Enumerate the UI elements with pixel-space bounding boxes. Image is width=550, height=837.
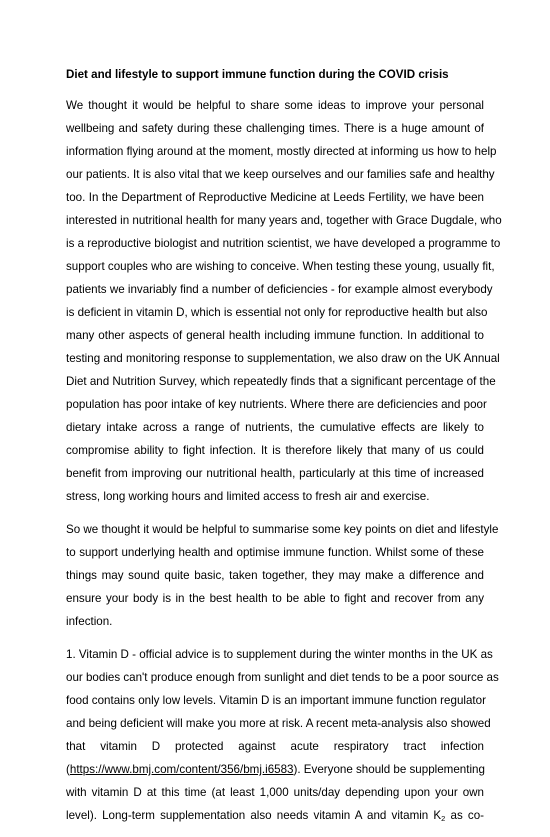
text-line: patients we invariably find a number of deficiencies - for example almost everybody	[66, 283, 493, 296]
text-line: compromise ability to fight infection. It is therefore likely that many of us could	[66, 444, 484, 457]
text-line: So we thought it would be helpful to summarise some key points on diet and lifestyle	[66, 523, 499, 536]
document-body	[66, 66, 502, 837]
text-line: and being deficient will make you more at risk. A recent meta-analysis also showed	[66, 717, 491, 730]
text-line: our bodies can't produce enough from sunlight and diet tends to be a poor source as	[66, 671, 499, 684]
text-segment: as co-	[445, 809, 485, 822]
text-line: We thought it would be helpful to share some ideas to improve your personal	[66, 99, 484, 112]
text-line: that vitamin D protected against acute respiratory tract infection	[66, 740, 484, 753]
text-line: is a reproductive biologist and nutrition scientist, we have developed a programme to	[66, 237, 501, 250]
text-line: ensure your body is in the best health to be able to fight and recover from any	[66, 592, 484, 605]
text-line: too. In the Department of Reproductive Medicine at Leeds Fertility, we have been	[66, 191, 484, 204]
text-line: dietary intake across a range of nutrients, the cumulative effects are likely to	[66, 421, 484, 434]
text-segment: level). Long-term supplementation also needs vitamin A and vitamin K	[66, 809, 442, 822]
text-line: population has poor intake of key nutrients. Where there are deficiencies and poor	[66, 398, 487, 411]
link-open-paren: (	[66, 763, 70, 776]
text-line: things may sound quite basic, taken together, they may make a difference and	[66, 569, 484, 582]
paragraph-vitamin-d	[66, 643, 499, 827]
link-trailing-text: ). Everyone should be supplementing	[293, 763, 485, 776]
paragraph-intro	[66, 94, 502, 508]
text-line: food contains only low levels. Vitamin D is an important immune function regulator	[66, 694, 486, 707]
document-title: Diet and lifestyle to support immune function during the COVID crisis	[66, 68, 449, 81]
text-line: stress, long working hours and limited access to fresh air and exercise.	[66, 490, 430, 503]
text-line: to support underlying health and optimise immune function. Whilst some of these	[66, 546, 484, 559]
text-line: 1. Vitamin D - official advice is to supplement during the winter months in the UK as	[66, 648, 493, 661]
text-line: infection.	[66, 615, 113, 628]
text-line: wellbeing and safety during these challenging times. There is a huge amount of	[66, 122, 484, 135]
text-line: is deficient in vitamin D, which is essential not only for reproductive health but also	[66, 306, 488, 319]
bmj-reference-link[interactable]: https://www.bmj.com/content/356/bmj.i6583	[69, 763, 294, 776]
text-line: with vitamin D at this time (at least 1,000 units/day depending upon your own	[66, 786, 484, 799]
text-line: information flying around at the moment, mostly directed at informing us how to help	[66, 145, 497, 158]
subscript-2: 2	[441, 814, 446, 823]
paragraph-summary	[66, 518, 499, 633]
text-line: testing and monitoring response to supplementation, we also draw on the UK Annual	[66, 352, 500, 365]
text-line: many other aspects of general health including immune function. In additional to	[66, 329, 484, 342]
text-line-with-subscript	[66, 804, 484, 827]
text-line: our patients. It is also vital that we keep ourselves and our families safe and healthy	[66, 168, 495, 181]
text-line: interested in nutritional health for many years and, together with Grace Dugdale, who	[66, 214, 502, 227]
text-line-with-link	[66, 758, 484, 781]
text-line: support couples who are wishing to conceive. When testing these young, usually fit,	[66, 260, 495, 273]
text-line: benefit from improving our nutritional health, particularly at this time of increased	[66, 467, 484, 480]
text-line: Diet and Nutrition Survey, which repeatedly finds that a significant percentage of the	[66, 375, 496, 388]
